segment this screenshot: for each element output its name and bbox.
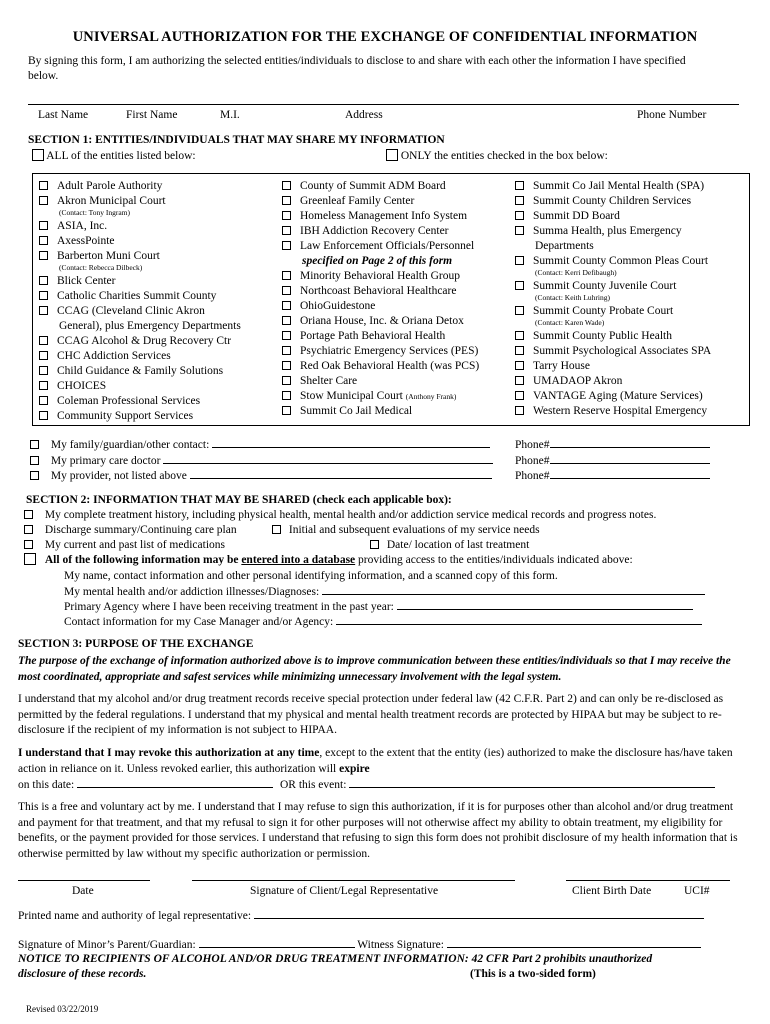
- database-sub-agency[interactable]: [64, 599, 693, 615]
- entities-column-1: [39, 179, 241, 424]
- contact-phone-doctor[interactable]: [515, 453, 710, 469]
- mi-label: M.I.: [220, 109, 240, 121]
- entity-checkbox[interactable]: [39, 336, 48, 345]
- entity-checkbox[interactable]: [282, 196, 291, 205]
- contact-label: My family/guardian/other contact:: [50, 439, 210, 451]
- entity-label: OhioGuidestone: [300, 300, 376, 312]
- entity-label: CHC Addiction Services: [57, 350, 171, 362]
- entity-item[interactable]: [515, 209, 711, 224]
- date-label: Date: [72, 885, 94, 897]
- contact-label: My primary care doctor: [50, 455, 161, 467]
- entity-checkbox[interactable]: [39, 196, 48, 205]
- contact-row-doctor[interactable]: [30, 453, 493, 469]
- entity-item[interactable]: [282, 194, 479, 209]
- entity-checkbox[interactable]: [282, 211, 291, 220]
- minor-signature-field[interactable]: [199, 937, 355, 948]
- entity-label: Summit DD Board: [533, 210, 620, 222]
- entity-checkbox[interactable]: [515, 281, 524, 290]
- entity-checkbox[interactable]: [515, 391, 524, 400]
- contact-name-field[interactable]: [163, 453, 493, 464]
- entity-checkbox[interactable]: [282, 361, 291, 370]
- entity-checkbox[interactable]: [39, 221, 48, 230]
- info-option-medications[interactable]: [24, 538, 225, 553]
- entity-item[interactable]: [515, 304, 711, 319]
- entity-label: Coleman Professional Services: [57, 395, 201, 407]
- case-manager-label: Contact information for my Case Manager and/or Agency:: [64, 616, 334, 628]
- entity-item[interactable]: [39, 289, 241, 304]
- entity-checkbox[interactable]: [282, 406, 291, 415]
- database-sub-case-manager[interactable]: [64, 614, 702, 630]
- notice-line-2: disclosure of these records.: [18, 968, 147, 980]
- entity-label: Adult Parole Authority: [57, 180, 163, 192]
- expire-date-label: on this date:: [18, 779, 75, 791]
- entity-contact-note: (Anthony Frank): [405, 392, 457, 401]
- entity-item[interactable]: [515, 179, 711, 194]
- entity-item[interactable]: [39, 194, 241, 209]
- minor-signature-label: Signature of Minor’s Parent/Guardian:: [18, 939, 196, 951]
- diagnoses-field[interactable]: [322, 584, 705, 595]
- purpose-statement: The purpose of the exchange of information authorized above is to improve communication between these entities/individuals so that I may receive the most coordinated, appropriate and safest services while minimizing unnecessary involvement with the legal system.: [18, 655, 731, 683]
- entity-label: CCAG Alcohol & Drug Recovery Ctr: [57, 335, 232, 347]
- entity-checkbox[interactable]: [515, 226, 524, 235]
- client-signature-line[interactable]: [192, 880, 515, 881]
- database-label-rest: providing access to the entities/individuals indicated above:: [355, 554, 633, 566]
- entity-item[interactable]: [282, 239, 479, 254]
- entity-checkbox[interactable]: [515, 406, 524, 415]
- entity-item[interactable]: [282, 299, 479, 314]
- entity-checkbox[interactable]: [39, 236, 48, 245]
- entity-item[interactable]: [515, 279, 711, 294]
- entity-label: Red Oak Behavioral Health (was PCS): [300, 360, 480, 372]
- notice-line-1: NOTICE TO RECIPIENTS OF ALCOHOL AND/OR DRUG TREATMENT INFORMATION: 42 CFR Part 2 prohibits unauthorized: [18, 953, 653, 965]
- entity-item[interactable]: [515, 194, 711, 209]
- last-name-label: Last Name: [38, 109, 89, 121]
- entity-label: Tarry House: [533, 360, 590, 372]
- entity-checkbox[interactable]: [515, 361, 524, 370]
- entity-label-continued: Departments: [535, 240, 594, 252]
- contact-phone-provider[interactable]: [515, 468, 710, 484]
- entity-checkbox[interactable]: [515, 196, 524, 205]
- info-label: Initial and subsequent evaluations of my service needs: [288, 524, 540, 536]
- entity-checkbox[interactable]: [282, 331, 291, 340]
- expire-event-label: OR this event:: [279, 779, 347, 791]
- date-signature-line[interactable]: [18, 880, 150, 881]
- entities-column-2: [282, 179, 479, 419]
- revoke-rest: , except to the extent that the entity (ies) authorized to make the disclosure has/have taken action in reliance on it. Unless revoked earlier, this authorization will: [18, 747, 733, 775]
- info-label: My current and past list of medications: [44, 539, 226, 551]
- info-option-last-treatment[interactable]: [370, 538, 529, 553]
- entity-label: Minority Behavioral Health Group: [300, 270, 461, 282]
- entity-label: CCAG (Cleveland Clinic Akron: [57, 305, 205, 317]
- witness-label: Witness Signature:: [357, 939, 444, 951]
- entity-label: Summit County Common Pleas Court: [533, 255, 709, 267]
- entity-item[interactable]: [282, 209, 479, 224]
- entity-label: Homeless Management Info System: [300, 210, 468, 222]
- entity-label-continued: General), plus Emergency Departments: [59, 320, 241, 332]
- phone-field[interactable]: [550, 453, 710, 464]
- entity-contact-note: (Contact: Tony Ingram): [59, 208, 130, 217]
- entity-label: Northcoast Behavioral Healthcare: [300, 285, 457, 297]
- entity-label: Western Reserve Hospital Emergency: [533, 405, 708, 417]
- two-sided-note: (This is a two-sided form): [470, 968, 596, 980]
- entity-item[interactable]: [515, 344, 711, 359]
- entity-contact-note: (Contact: Kerri Defibaugh): [535, 268, 617, 277]
- expire-word: expire: [339, 762, 370, 775]
- info-option-database[interactable]: [24, 553, 633, 568]
- entity-checkbox[interactable]: [282, 181, 291, 190]
- entity-item[interactable]: [515, 254, 711, 269]
- entity-label: Summit County Probate Court: [533, 305, 674, 317]
- info-label: Discharge summary/Continuing care plan: [44, 524, 237, 536]
- entity-label: Catholic Charities Summit County: [57, 290, 217, 302]
- entity-label: Law Enforcement Officials/Personnel: [300, 240, 475, 252]
- contact-phone-family[interactable]: [515, 437, 710, 453]
- federal-law-paragraph: I understand that my alcohol and/or drug treatment records receive special protection under federal law (42 C.F.R. Part 2) and can only be re-disclosed as permitted by the federal regulations. I understand that my physical and mental health treatment records are protected by HIPAA but may be subject to re-disclosure if the recipient of my information is not subject to HIPAA.: [18, 693, 724, 736]
- entity-label: Blick Center: [57, 275, 116, 287]
- entity-contact-note: (Contact: Rebecca Dilbeck): [59, 263, 143, 272]
- expiration-row[interactable]: [18, 777, 715, 793]
- entity-checkbox[interactable]: [39, 396, 48, 405]
- info-checkbox[interactable]: [24, 525, 33, 534]
- entity-item[interactable]: [282, 314, 479, 329]
- entity-label: UMADAOP Akron: [533, 375, 623, 387]
- entity-item[interactable]: [515, 329, 711, 344]
- entity-checkbox[interactable]: [515, 331, 524, 340]
- contact-checkbox[interactable]: [30, 456, 39, 465]
- expire-event-field[interactable]: [349, 777, 715, 788]
- witness-field[interactable]: [447, 937, 701, 948]
- entity-item[interactable]: [39, 179, 241, 194]
- entity-label: VANTAGE Aging (Mature Services): [533, 390, 703, 402]
- phone-field[interactable]: [550, 468, 710, 479]
- printed-name-field[interactable]: [254, 908, 704, 919]
- entity-label: Summit Psychological Associates SPA: [533, 345, 712, 357]
- case-manager-field[interactable]: [336, 614, 702, 625]
- entity-label: Stow Municipal Court: [300, 390, 403, 402]
- birth-date-uci-line[interactable]: [566, 880, 730, 881]
- entity-label: Summit County Juvenile Court: [533, 280, 677, 292]
- info-label: Date/ location of last treatment: [386, 539, 530, 551]
- entity-checkbox[interactable]: [515, 306, 524, 315]
- entity-label: Portage Path Behavioral Health: [300, 330, 446, 342]
- uci-label: UCI#: [684, 885, 710, 897]
- entity-item[interactable]: [39, 219, 241, 234]
- entity-checkbox[interactable]: [39, 351, 48, 360]
- entity-label: Summit Co Jail Mental Health (SPA): [533, 180, 705, 192]
- phone-label: Phone#: [515, 439, 550, 451]
- form-title: UNIVERSAL AUTHORIZATION FOR THE EXCHANGE OF CONFIDENTIAL INFORMATION: [72, 29, 698, 45]
- entity-label: Community Support Services: [57, 410, 194, 422]
- first-name-label: First Name: [126, 109, 178, 121]
- only-entities-checkbox[interactable]: [386, 149, 398, 161]
- entities-column-3: [515, 179, 711, 419]
- phone-label: Phone#: [515, 470, 550, 482]
- all-entities-label: ALL of the entities listed below:: [46, 150, 196, 162]
- info-checkbox[interactable]: [272, 525, 281, 534]
- entity-label: CHOICES: [57, 380, 107, 392]
- only-entities-label: ONLY the entities checked in the box below:: [400, 150, 608, 162]
- entity-checkbox[interactable]: [39, 381, 48, 390]
- entity-checkbox[interactable]: [39, 291, 48, 300]
- contact-row-provider[interactable]: [30, 468, 492, 484]
- entity-checkbox[interactable]: [282, 316, 291, 325]
- entity-item[interactable]: [515, 374, 711, 389]
- entity-checkbox[interactable]: [282, 226, 291, 235]
- entity-item[interactable]: [39, 304, 241, 319]
- contact-row-family[interactable]: [30, 437, 490, 453]
- info-option-evaluations[interactable]: [272, 523, 540, 538]
- entity-item[interactable]: [282, 404, 479, 419]
- all-entities-checkbox[interactable]: [32, 149, 44, 161]
- entity-label: Shelter Care: [300, 375, 358, 387]
- intro-text: By signing this form, I am authorizing the selected entities/individuals to disclose to and share with each other the information I have specified below.: [28, 55, 686, 82]
- entity-item[interactable]: [39, 274, 241, 289]
- minor-witness-row[interactable]: [18, 937, 701, 953]
- section1-title: SECTION 1: ENTITIES/INDIVIDUALS THAT MAY SHARE MY INFORMATION: [28, 134, 445, 146]
- entity-item[interactable]: [282, 269, 479, 284]
- address-label: Address: [345, 109, 383, 121]
- entity-label: IBH Addiction Recovery Center: [300, 225, 449, 237]
- entity-label: Summit County Public Health: [533, 330, 672, 342]
- database-label-bold: All of the following information may be: [44, 554, 242, 566]
- entity-checkbox[interactable]: [282, 391, 291, 400]
- voluntary-paragraph: This is a free and voluntary act by me. I understand that I may refuse to sign this authorization, if it is for purposes other than alcohol and/or drug treatment and payment for that treatment, and that my refusal to sign it for other purposes will not otherwise affect my ability to obtain treatment, my eligibility for benefits, or the payment provided for those services. I understand that refusing to sign this form does not prohibit disclosure of my health information that is otherwise permitted by law without my specific authorization or permission.: [18, 801, 738, 860]
- entity-item[interactable]: [39, 349, 241, 364]
- entity-checkbox[interactable]: [515, 256, 524, 265]
- database-label-underlined: entered into a database: [241, 554, 356, 566]
- entity-checkbox[interactable]: [515, 181, 524, 190]
- entity-item[interactable]: [282, 374, 479, 389]
- info-label: My complete treatment history, including physical health, mental health and/or addiction service medical records and progress notes.: [44, 509, 657, 521]
- entity-item[interactable]: [515, 404, 711, 419]
- client-info-line[interactable]: [28, 104, 739, 105]
- printed-name-row[interactable]: [18, 908, 704, 924]
- law-enforcement-note: specified on Page 2 of this form: [302, 255, 453, 267]
- info-checkbox[interactable]: [370, 540, 379, 549]
- entity-item[interactable]: [282, 179, 479, 194]
- entity-item[interactable]: [515, 224, 711, 239]
- primary-agency-field[interactable]: [397, 599, 693, 610]
- diagnoses-label: My mental health and/or addiction illnesses/Diagnoses:: [64, 586, 320, 598]
- contact-checkbox[interactable]: [30, 440, 39, 449]
- contact-name-field[interactable]: [190, 468, 492, 479]
- entity-label: County of Summit ADM Board: [300, 180, 446, 192]
- entity-label: Greenleaf Family Center: [300, 195, 415, 207]
- entity-checkbox[interactable]: [39, 251, 48, 260]
- all-entities-option[interactable]: [32, 149, 196, 164]
- entity-label: Akron Municipal Court: [57, 195, 166, 207]
- entity-item[interactable]: [282, 224, 479, 239]
- entity-contact-note: (Contact: Keith Luhring): [535, 293, 610, 302]
- entity-checkbox[interactable]: [515, 211, 524, 220]
- entity-checkbox[interactable]: [282, 241, 291, 250]
- entity-checkbox[interactable]: [39, 276, 48, 285]
- entity-label: AxessPointe: [57, 235, 115, 247]
- entity-checkbox[interactable]: [39, 411, 48, 420]
- entity-item[interactable]: [282, 389, 479, 404]
- info-checkbox[interactable]: [24, 510, 33, 519]
- contact-label: My provider, not listed above: [50, 470, 187, 482]
- only-entities-option[interactable]: [386, 149, 608, 164]
- entity-label: Summa Health, plus Emergency: [533, 225, 682, 237]
- revision-date: Revised 03/22/2019: [26, 1004, 99, 1014]
- entity-checkbox[interactable]: [282, 301, 291, 310]
- entity-label: Oriana House, Inc. & Oriana Detox: [300, 315, 464, 327]
- entity-item[interactable]: [39, 409, 241, 424]
- primary-agency-label: Primary Agency where I have been receiving treatment in the past year:: [64, 601, 394, 613]
- entity-checkbox[interactable]: [282, 286, 291, 295]
- phone-label: Phone Number: [637, 109, 707, 121]
- database-sub-identity: My name, contact information and other personal identifying information, and a scanned copy of this form.: [64, 570, 558, 582]
- entity-item[interactable]: [515, 389, 711, 404]
- entity-checkbox[interactable]: [515, 376, 524, 385]
- entity-item[interactable]: [282, 359, 479, 374]
- printed-name-label: Printed name and authority of legal representative:: [18, 910, 252, 922]
- revoke-paragraph: [18, 746, 752, 777]
- phone-label: Phone#: [515, 455, 550, 467]
- entity-item[interactable]: [39, 394, 241, 409]
- entity-label: Summit Co Jail Medical: [300, 405, 413, 417]
- database-sub-diagnoses[interactable]: [64, 584, 705, 600]
- contact-checkbox[interactable]: [30, 471, 39, 480]
- info-option-complete[interactable]: [24, 508, 656, 523]
- phone-field[interactable]: [550, 437, 710, 448]
- contact-name-field[interactable]: [212, 437, 490, 448]
- entity-item[interactable]: [39, 334, 241, 349]
- expire-date-field[interactable]: [77, 777, 273, 788]
- entity-item[interactable]: [39, 249, 241, 264]
- entity-label: Child Guidance & Family Solutions: [57, 365, 224, 377]
- info-checkbox[interactable]: [24, 540, 33, 549]
- revoke-bold: I understand that I may revoke this authorization at any time: [18, 747, 320, 759]
- entity-checkbox[interactable]: [39, 306, 48, 315]
- entity-checkbox[interactable]: [282, 346, 291, 355]
- signature-label: Signature of Client/Legal Representative: [250, 885, 439, 897]
- info-checkbox[interactable]: [24, 553, 36, 565]
- info-option-discharge[interactable]: [24, 523, 237, 538]
- entity-label: Barberton Muni Court: [57, 250, 160, 262]
- entity-label: Psychiatric Emergency Services (PES): [300, 345, 479, 357]
- entity-checkbox[interactable]: [282, 376, 291, 385]
- entity-checkbox[interactable]: [282, 271, 291, 280]
- entity-item[interactable]: [282, 344, 479, 359]
- entity-checkbox[interactable]: [39, 366, 48, 375]
- section3-title: SECTION 3: PURPOSE OF THE EXCHANGE: [18, 638, 254, 650]
- entity-item[interactable]: [282, 284, 479, 299]
- birth-date-label: Client Birth Date: [572, 885, 652, 897]
- entity-item[interactable]: [515, 359, 711, 374]
- entity-contact-note: (Contact: Karen Wade): [535, 318, 605, 327]
- entity-label: ASIA, Inc.: [57, 220, 108, 232]
- entity-item[interactable]: [39, 364, 241, 379]
- entity-item[interactable]: [39, 234, 241, 249]
- entity-item[interactable]: [39, 379, 241, 394]
- entity-item[interactable]: [282, 329, 479, 344]
- entity-checkbox[interactable]: [515, 346, 524, 355]
- section2-title: SECTION 2: INFORMATION THAT MAY BE SHARED (check each applicable box):: [26, 494, 452, 506]
- entity-label: Summit County Children Services: [533, 195, 692, 207]
- entity-checkbox[interactable]: [39, 181, 48, 190]
